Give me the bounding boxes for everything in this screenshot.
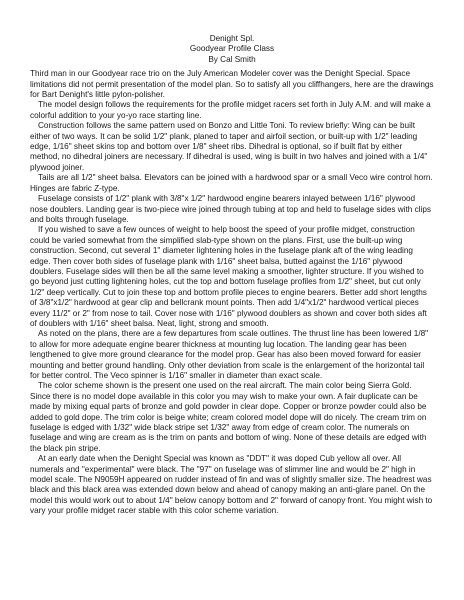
document-byline: By Cal Smith: [208, 54, 256, 64]
document-title: Denight Spl.: [209, 34, 255, 43]
paragraph: Fuselage consists of 1/2" plank with 3/8"x 1/2" hardwood engine bearers inlayed between 1/16" plywood nose doublers. Landing gear is two-piece wire joined through tubing at top and held to fuselage sides with clips and bolts through fuselage.: [30, 194, 431, 224]
paragraph: Third man in our Goodyear race trio on the July American Modeler cover was the Denight Special. Space limitations did not permit presentation of the model plan. So to satisfy all you cliffhangers, here are the drawings for Bart Denight's little pylon-polisher.: [30, 69, 434, 100]
paragraph: At an early date when the Denight Special was known as "DDT" it was doped Cub yellow all over. All numerals and "experimental" were black. The "97" on fuselage was of slimmer line and would be 2" high in model scale. The N9059H appeared on rudder instead of fin and was of slightly smaller size. The headrest was black and this black area was extended down below and ahead of canopy making an anti-glare panel. On the model this would work out to about 1/4" below canopy bottom and 2" forward of canopy front. You might wish to vary your profile midget racer stable with this color scheme variation.: [30, 454, 433, 516]
paragraph: Tails are all 1/2" sheet balsa. Elevators can be joined with a hardwood spar or a small Veco wire control horn. Hinges are fabric Z-type.: [30, 173, 433, 193]
paragraph: As noted on the plans, there are a few departures from scale outlines. The thrust line has been lowered 1/8" to allow for more adequate engine bearer thickness at mounting lug location. The landing gear has been lengthened to give more ground clearance for the model prop. Gear has also been moved forward for easier mounting and better ground handling. Only other deviation from scale is the enlargement of the horizontal tail for better control. The Veco spinner is 1/16" smaller in diameter than exact scale.: [30, 329, 429, 380]
article-body: [30, 69, 434, 516]
document-header: [30, 34, 434, 65]
paragraph: The model design follows the requirements for the profile midget racers set forth in July A.M. and will make a colorful addition to your yo-yo race starting line.: [30, 100, 431, 120]
paragraph: Construction follows the same pattern used on Bonzo and Little Toni. To review briefly: Wing can be built either of two ways. It can be solid 1/2" plank, planed to taper and airfoil section, or built-up with 1/2" leading edge, 1/16" sheet skins top and bottom over 1/8" sheet ribs. Dihedral is optional, so if built flat by either method, no dihedral joiners are necessary. If dihedral is used, wing is built in two halves and joined with a 1/4" plywood joiner.: [30, 121, 428, 172]
paragraph: The color scheme shown is the present one used on the real aircraft. The main color being Sierra Gold. Since there is no model dope available in this color you may wish to make your own. A fair duplicate can be made by mixing equal parts of bronze and gold powder in clear dope. Copper or bronze powder could also be added to gold dope. The trim color is beige white; cream colored model dope will do nicely. The cream trim on fuselage is edged with 1/32" wide black stripe set 1/32" away from edge of cream color. The numerals on fuselage and wing are cream as is the trim on pants and bottom of wing. None of these details are edged with the black pin stripe.: [30, 381, 427, 453]
paragraph: If you wished to save a few ounces of weight to help boost the speed of your profile midget, construction could be varied somewhat from the simplified slab-type shown on the plans. First, use the built-up wing construction. Second, cut several 1" diameter lightening holes in the fuselage plank aft of the wing leading edge. Then cover both sides of fuselage plank with 1/16" sheet balsa, butted against the 1/16" plywood doublers. Fuselage sides will then be all the same level making a smoother, lighter structure. If you wished to go beyond just cutting lightening holes, cut the top and bottom fuselage profiles from 1/2" sheet, but cut only 1/2" deep vertically. Cut to join these top and bottom profile pieces to engine bearers. Better add short lengths of 3/8"x1/2" hardwood at gear clip and bellcrank mount points. Then add 1/4"x1/2" hardwood vertical pieces every 11/2" or 2" from nose to tail. Cover nose with 1/16" plywood doublers as shown and cover both sides aft of doublers with 1/16" sheet balsa. Neat, light, strong and smooth.: [30, 225, 427, 328]
document-subtitle: Goodyear Profile Class: [189, 44, 275, 54]
